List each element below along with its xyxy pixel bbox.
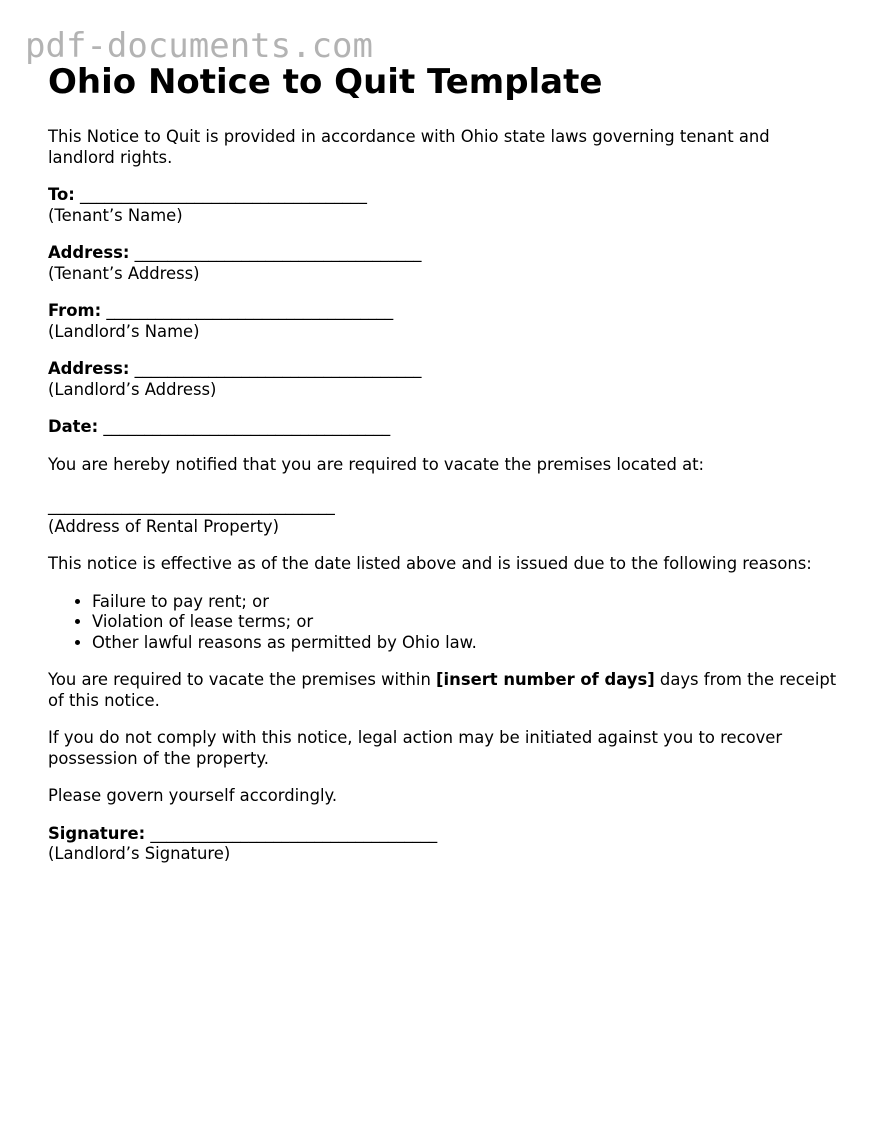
days-text-before: You are required to vacate the premises within xyxy=(48,670,437,689)
signature-label: Signature: xyxy=(48,823,146,843)
legal-action-paragraph: If you do not comply with this notice, legal action may be initiated against you to recover possession of the property. xyxy=(48,728,783,768)
document-title: Ohio Notice to Quit Template xyxy=(48,62,603,102)
from-blank: ___________________________________ xyxy=(106,301,394,320)
effective-paragraph: This notice is effective as of the date listed above and is issued due to the following reasons: xyxy=(48,554,812,573)
reason-item: • Failure to pay rent; or xyxy=(92,592,838,613)
landlord-address-caption: (Landlord’s Address) xyxy=(48,379,217,399)
signature-blank: ___________________________________ xyxy=(150,823,438,843)
landlord-address-blank: ___________________________________ xyxy=(134,359,422,378)
site-watermark: pdf-documents.com xyxy=(25,26,373,66)
reason-item: • Other lawful reasons as permitted by Ohio law. xyxy=(92,633,838,654)
signature-caption: (Landlord’s Signature) xyxy=(48,844,231,863)
date-label: Date: xyxy=(48,417,99,436)
signature-field xyxy=(48,824,838,865)
reasons-list xyxy=(48,592,838,654)
from-label: From: xyxy=(48,301,102,320)
days-placeholder: [insert number of days] xyxy=(436,670,655,689)
tenant-address-blank: ___________________________________ xyxy=(134,243,422,262)
document-body xyxy=(48,58,838,865)
to-blank: ___________________________________ xyxy=(80,185,367,204)
intro-paragraph: This Notice to Quit is provided in accordance with Ohio state laws governing tenant and landlord rights. xyxy=(48,127,770,167)
from-caption: (Landlord’s Name) xyxy=(48,321,200,341)
days-paragraph xyxy=(48,670,838,711)
tenant-address-label: Address: xyxy=(48,243,130,262)
to-label: To: xyxy=(48,185,75,204)
tenant-address-caption: (Tenant’s Address) xyxy=(48,263,200,283)
vacate-notice: You are hereby notified that you are required to vacate the premises located at: xyxy=(48,454,705,474)
tenant-address-field xyxy=(48,243,838,284)
property-caption: (Address of Rental Property) xyxy=(48,516,279,536)
from-field xyxy=(48,301,838,342)
property-field xyxy=(48,496,838,537)
property-blank: ___________________________________ xyxy=(48,496,335,515)
date-blank: ___________________________________ xyxy=(103,417,391,436)
days-text-after: days from the receipt of this notice. xyxy=(48,670,837,710)
closing-paragraph: Please govern yourself accordingly. xyxy=(48,786,338,805)
reason-item: • Violation of lease terms; or xyxy=(92,612,838,633)
landlord-address-field xyxy=(48,359,838,400)
to-field xyxy=(48,185,838,226)
to-caption: (Tenant’s Name) xyxy=(48,205,183,225)
date-field xyxy=(48,417,838,438)
landlord-address-label: Address: xyxy=(48,359,130,378)
